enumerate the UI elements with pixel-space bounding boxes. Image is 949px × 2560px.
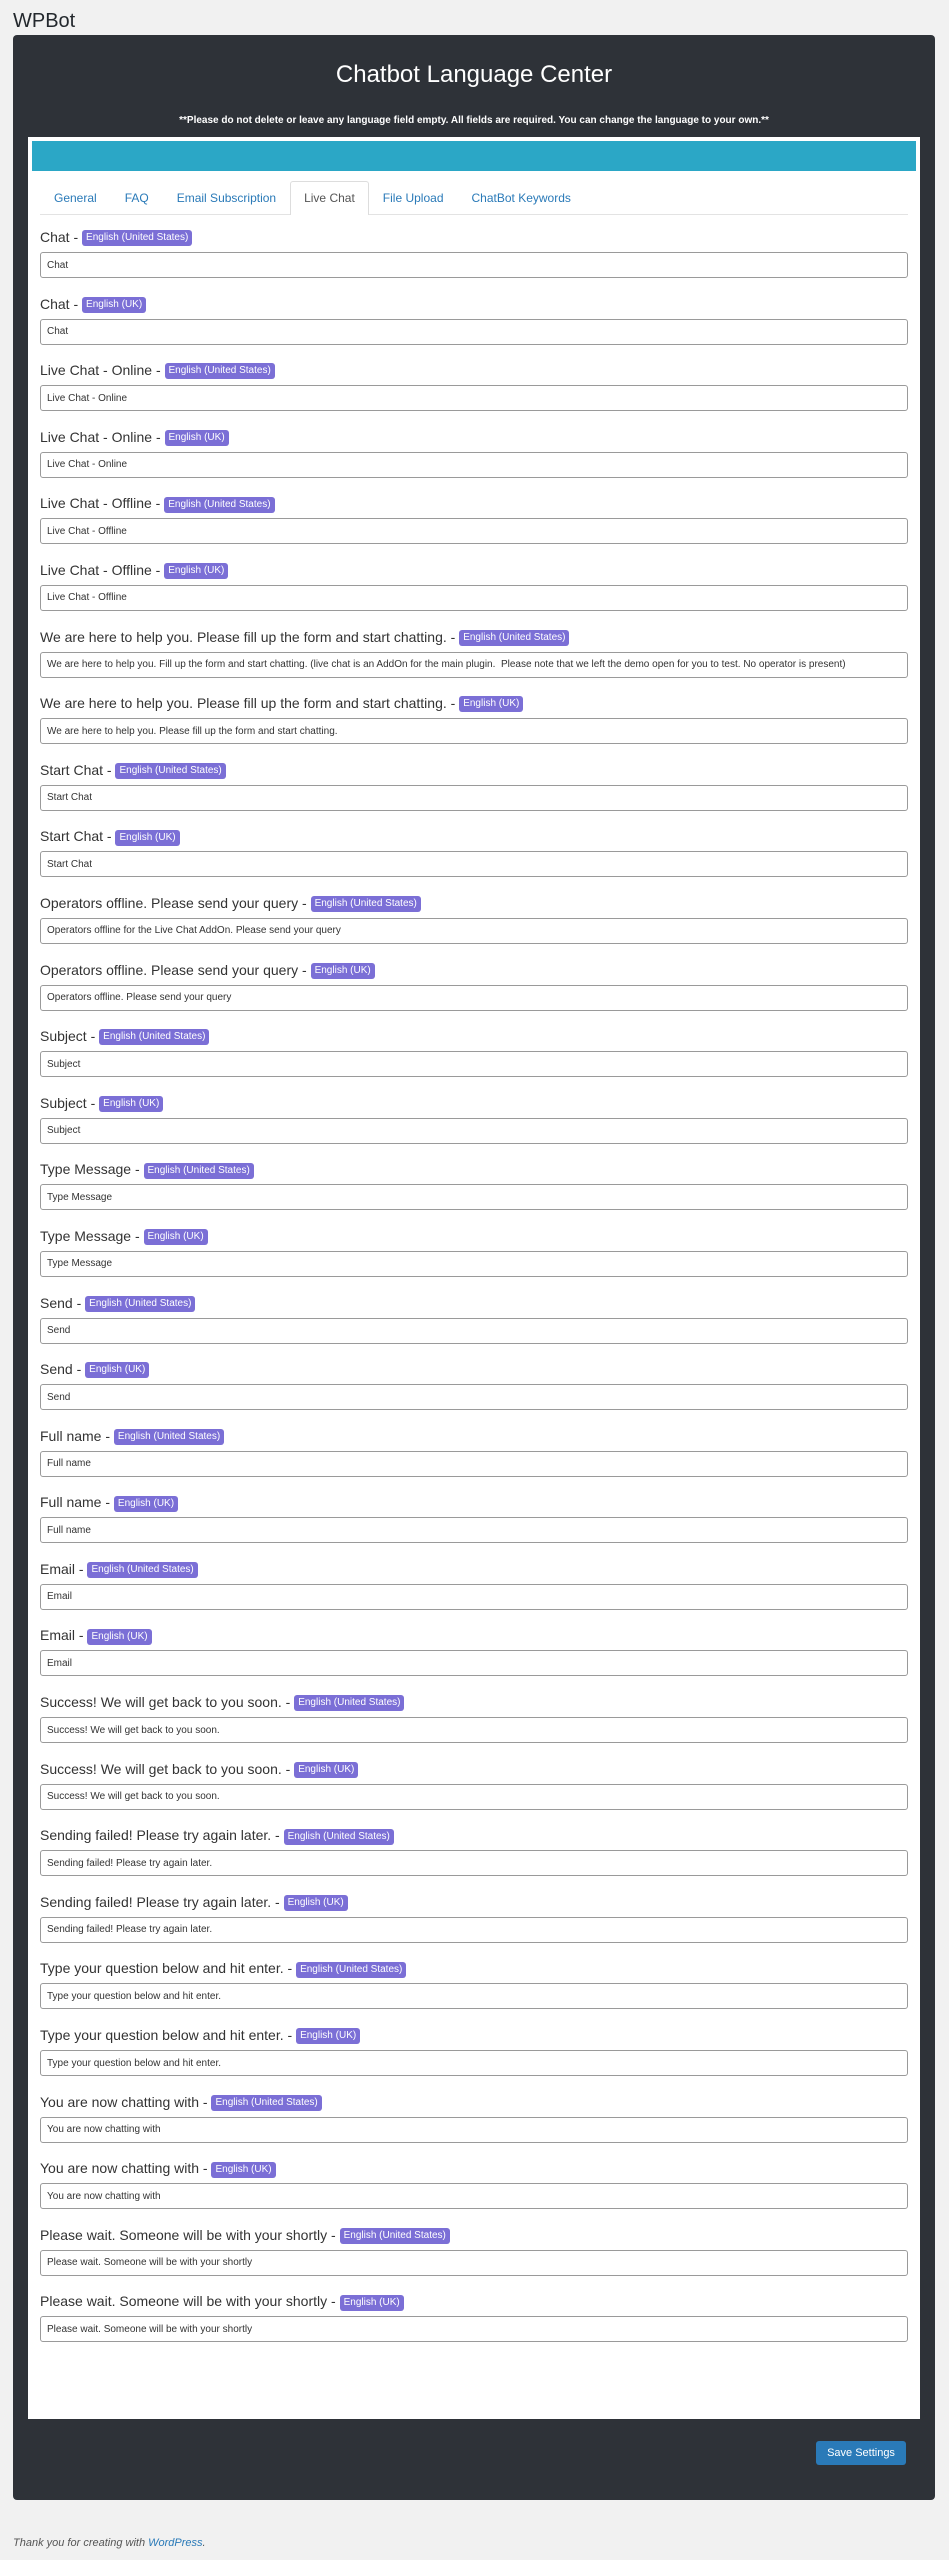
language-badge: English (United States): [211, 2095, 321, 2111]
translation-input[interactable]: [40, 1784, 908, 1810]
language-field: [40, 691, 908, 758]
field-label-separator: -: [69, 295, 83, 312]
translation-input[interactable]: [40, 1384, 908, 1410]
field-label-separator: -: [151, 561, 165, 578]
field-label: Sending failed! Please try again later.: [40, 1893, 272, 1910]
footer-text: Thank you for creating with: [13, 2537, 149, 2549]
field-label-row: [40, 1890, 908, 1915]
field-label-row: [40, 491, 908, 516]
language-field: [40, 358, 908, 425]
translation-input[interactable]: [40, 918, 908, 944]
panel-title: Chatbot Language Center: [335, 61, 613, 88]
language-field: [40, 1823, 908, 1890]
translation-input[interactable]: [40, 1318, 908, 1344]
field-label-separator: -: [103, 828, 116, 845]
footer: [13, 2537, 206, 2549]
field-label-separator: -: [298, 961, 311, 978]
translation-input[interactable]: [40, 1650, 908, 1676]
field-label: Subject: [40, 1094, 87, 1111]
language-badge: English (UK): [311, 963, 375, 979]
field-label-separator: -: [446, 695, 460, 712]
language-field: [40, 824, 908, 891]
field-label-separator: -: [101, 1494, 114, 1511]
panel-note: **Please do not delete or leave any language field empty. All fields are required. You can change the language to your own.**: [179, 115, 769, 126]
field-label-row: [40, 625, 908, 650]
translation-input[interactable]: [40, 1118, 908, 1144]
language-field: [40, 625, 908, 692]
field-label-separator: -: [446, 628, 460, 645]
language-field: [40, 1690, 908, 1757]
field-label-separator: -: [75, 1560, 88, 1577]
translation-input[interactable]: [40, 1451, 908, 1477]
tab-chatbot-keywords[interactable]: ChatBot Keywords: [471, 191, 571, 205]
field-label-row: [40, 1224, 908, 1249]
app-title: WPBot: [13, 10, 76, 32]
tab-file-upload[interactable]: File Upload: [382, 191, 444, 205]
field-label-row: [40, 758, 908, 783]
field-label-separator: -: [199, 2093, 212, 2110]
translation-input[interactable]: [40, 2183, 908, 2209]
language-badge: English (United States): [82, 230, 192, 246]
language-field: [40, 1490, 908, 1557]
translation-input[interactable]: [40, 785, 908, 811]
language-field: [40, 1357, 908, 1424]
save-settings-button[interactable]: Save Settings: [816, 2441, 906, 2465]
language-field: [40, 2090, 908, 2157]
field-label-row: [40, 958, 908, 983]
language-badge: English (UK): [115, 830, 179, 846]
language-badge: English (UK): [85, 1362, 149, 1378]
translation-input[interactable]: [40, 252, 908, 278]
tab-live-chat[interactable]: Live Chat: [290, 181, 369, 215]
field-label-separator: -: [271, 1893, 284, 1910]
field-label-separator: -: [199, 2160, 212, 2177]
translation-input[interactable]: [40, 1850, 908, 1876]
language-field: [40, 758, 908, 825]
translation-input[interactable]: [40, 652, 908, 678]
field-label-separator: -: [283, 1960, 297, 1977]
language-badge: English (UK): [87, 1629, 151, 1645]
language-field: [40, 1091, 908, 1158]
field-label-row: [40, 558, 908, 583]
field-label-row: [40, 1823, 908, 1848]
field-label: Send: [40, 1361, 73, 1378]
field-label-row: [40, 1557, 908, 1582]
field-label: Live Chat - Offline: [40, 561, 152, 578]
language-badge: English (United States): [294, 1695, 404, 1711]
field-label-row: [40, 2156, 908, 2181]
field-label: Sending failed! Please try again later.: [40, 1827, 272, 1844]
field-label: Chat: [40, 295, 70, 312]
field-label-row: [40, 1757, 908, 1782]
field-label: Success! We will get back to you soon.: [40, 1694, 282, 1711]
language-badge: English (UK): [164, 563, 228, 579]
field-label-separator: -: [86, 1094, 100, 1111]
field-label-row: [40, 1956, 908, 1981]
tab-bar: [40, 181, 908, 215]
field-label: You are now chatting with: [40, 2093, 200, 2110]
language-badge: English (United States): [284, 1829, 394, 1845]
field-label: Full name: [40, 1494, 102, 1511]
tab-general[interactable]: General: [54, 191, 97, 205]
field-label: Subject: [40, 1028, 87, 1045]
field-label-row: [40, 225, 908, 250]
field-label: Success! We will get back to you soon.: [40, 1760, 282, 1777]
language-badge: English (United States): [340, 2228, 450, 2244]
translation-input[interactable]: [40, 2316, 908, 2342]
field-label-separator: -: [283, 2027, 297, 2044]
field-label-separator: -: [281, 1760, 295, 1777]
field-label: Start Chat: [40, 761, 104, 778]
field-label: Type Message: [40, 1227, 132, 1244]
field-label: Please wait. Someone will be with your shortly: [40, 2293, 328, 2310]
language-field: [40, 292, 908, 359]
translation-input[interactable]: [40, 2050, 908, 2076]
field-label: Live Chat - Online: [40, 428, 153, 445]
language-field: [40, 558, 908, 625]
language-field: [40, 1024, 908, 1091]
language-field: [40, 1157, 908, 1224]
language-badge: English (UK): [82, 297, 146, 313]
translation-input[interactable]: [40, 385, 908, 411]
field-label: We are here to help you. Please fill up the form and start chatting.: [40, 695, 447, 712]
wordpress-link[interactable]: WordPress: [148, 2537, 203, 2549]
language-badge: English (United States): [311, 896, 421, 912]
language-badge: English (UK): [284, 1895, 348, 1911]
field-label-separator: -: [103, 761, 116, 778]
language-badge: English (United States): [296, 1962, 406, 1978]
language-badge: English (United States): [115, 763, 225, 779]
language-badge: English (United States): [164, 497, 274, 513]
field-label-separator: -: [298, 894, 311, 911]
language-badge: English (United States): [165, 363, 275, 379]
field-label: Email: [40, 1627, 76, 1644]
field-label: Operators offline. Please send your query: [40, 894, 299, 911]
field-label: Type your question below and hit enter.: [40, 1960, 284, 1977]
field-label-separator: -: [131, 1227, 144, 1244]
field-label: Operators offline. Please send your query: [40, 961, 299, 978]
language-badge: English (UK): [114, 1496, 178, 1512]
language-field: [40, 958, 908, 1025]
translation-input[interactable]: [40, 1517, 908, 1543]
translation-input[interactable]: [40, 718, 908, 744]
language-badge: English (UK): [340, 2295, 404, 2311]
tab-faq[interactable]: FAQ: [124, 191, 149, 205]
field-label-row: [40, 1690, 908, 1715]
translation-input[interactable]: [40, 1051, 908, 1077]
language-fields: [40, 225, 908, 2356]
field-label-row: [40, 1291, 908, 1316]
language-field: [40, 1557, 908, 1624]
field-label-separator: -: [72, 1361, 86, 1378]
language-badge: English (UK): [165, 430, 229, 446]
field-label-separator: -: [131, 1161, 144, 1178]
field-label-row: [40, 1490, 908, 1515]
field-label-separator: -: [72, 1294, 86, 1311]
field-label: We are here to help you. Please fill up the form and start chatting.: [40, 628, 447, 645]
field-label-row: [40, 2289, 908, 2314]
field-label-separator: -: [101, 1427, 114, 1444]
language-badge: English (UK): [99, 1096, 163, 1112]
language-badge: English (United States): [87, 1562, 197, 1578]
field-label-row: [40, 1357, 908, 1382]
field-label: Type Message: [40, 1161, 132, 1178]
language-field: [40, 1890, 908, 1957]
field-label: Please wait. Someone will be with your shortly: [40, 2226, 328, 2243]
language-badge: English (United States): [114, 1429, 224, 1445]
language-field: [40, 1623, 908, 1690]
field-label: Live Chat - Online: [40, 362, 153, 379]
field-label-separator: -: [86, 1028, 100, 1045]
translation-input[interactable]: [40, 1917, 908, 1943]
translation-input[interactable]: [40, 1184, 908, 1210]
field-label: Send: [40, 1294, 73, 1311]
language-badge: English (UK): [459, 696, 523, 712]
translation-input[interactable]: [40, 1717, 908, 1743]
language-field: [40, 1956, 908, 2023]
language-field: [40, 425, 908, 492]
field-label-row: [40, 2223, 908, 2248]
language-field: [40, 1224, 908, 1291]
translation-input[interactable]: [40, 319, 908, 345]
field-label-row: [40, 2090, 908, 2115]
language-field: [40, 1424, 908, 1491]
field-label: You are now chatting with: [40, 2160, 200, 2177]
language-badge: English (UK): [211, 2162, 275, 2178]
field-label-row: [40, 1157, 908, 1182]
field-label: Type your question below and hit enter.: [40, 2027, 284, 2044]
field-label-row: [40, 425, 908, 450]
language-badge: English (United States): [99, 1029, 209, 1045]
settings-card: [28, 137, 920, 2419]
field-label-separator: -: [151, 495, 165, 512]
translation-input[interactable]: [40, 1251, 908, 1277]
field-label-row: [40, 824, 908, 849]
translation-input[interactable]: [40, 1584, 908, 1610]
language-field: [40, 2223, 908, 2290]
field-label: Live Chat - Offline: [40, 495, 152, 512]
field-label-row: [40, 292, 908, 317]
field-label-row: [40, 1623, 908, 1648]
field-label-row: [40, 691, 908, 716]
field-label-separator: -: [152, 428, 165, 445]
language-field: [40, 2023, 908, 2090]
translation-input[interactable]: [40, 585, 908, 611]
language-badge: English (United States): [144, 1163, 254, 1179]
field-label-separator: -: [152, 362, 165, 379]
field-label: Chat: [40, 229, 70, 245]
translation-input[interactable]: [40, 2250, 908, 2276]
field-label-separator: -: [69, 229, 83, 245]
translation-input[interactable]: [40, 518, 908, 544]
footer-period: .: [202, 2537, 206, 2549]
field-label-row: [40, 1424, 908, 1449]
translation-input[interactable]: [40, 851, 908, 877]
translation-input[interactable]: [40, 985, 908, 1011]
translation-input[interactable]: [40, 2117, 908, 2143]
language-badge: English (United States): [85, 1296, 195, 1312]
field-label-separator: -: [281, 1694, 295, 1711]
header-bar: [32, 141, 916, 171]
field-label: Full name: [40, 1427, 102, 1444]
language-field: [40, 891, 908, 958]
language-badge: English (UK): [144, 1229, 208, 1245]
field-label-separator: -: [327, 2226, 340, 2243]
tab-email-subscription[interactable]: Email Subscription: [176, 191, 277, 205]
language-field: [40, 2156, 908, 2223]
language-field: [40, 1757, 908, 1824]
field-label: Email: [40, 1560, 76, 1577]
language-field: [40, 225, 908, 292]
translation-input[interactable]: [40, 452, 908, 478]
translation-input[interactable]: [40, 1983, 908, 2009]
field-label-row: [40, 2023, 908, 2048]
language-field: [40, 491, 908, 558]
language-badge: English (UK): [294, 1762, 358, 1778]
field-label: Start Chat: [40, 828, 104, 845]
language-badge: English (UK): [296, 2028, 360, 2044]
language-center-panel: [13, 35, 935, 2500]
field-label-row: [40, 1091, 908, 1116]
field-label-separator: -: [327, 2293, 340, 2310]
field-label-separator: -: [75, 1627, 88, 1644]
language-badge: English (United States): [459, 630, 569, 646]
field-label-row: [40, 891, 908, 916]
field-label-row: [40, 358, 908, 383]
language-field: [40, 1291, 908, 1358]
language-field: [40, 2289, 908, 2356]
field-label-separator: -: [271, 1827, 284, 1844]
field-label-row: [40, 1024, 908, 1049]
